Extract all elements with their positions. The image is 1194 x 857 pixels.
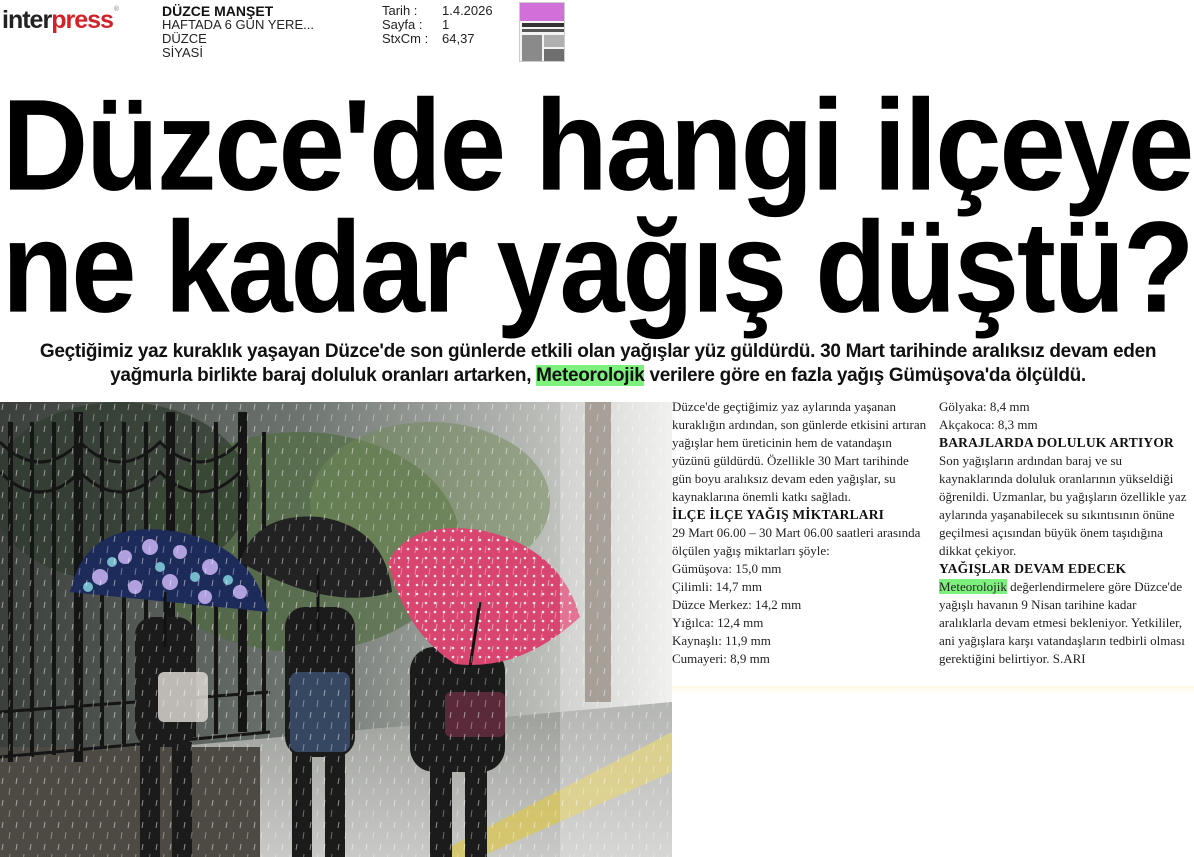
forecast-highlight: Meteorolojik	[939, 579, 1007, 594]
measurement-item: Gümüşova: 15,0 mm	[672, 561, 782, 576]
article-column-1	[672, 398, 930, 668]
column-divider	[672, 686, 1194, 694]
meta-row-page	[382, 18, 512, 32]
meta-key: Tarih :	[382, 3, 418, 18]
logo-main-text: inter	[2, 6, 52, 34]
subtitle-part-1: Geçtiğimiz yaz kuraklık yaşayan Düzce'de son günlerde etkili olan yağışlar yüz güldürdü. 30 Mart tarihinde aralıksız devam eden yağmurla birlikte baraj doluluk oranları artarken,	[39, 341, 1157, 386]
meta-row-stxcm	[382, 32, 512, 46]
forecast-paragraph	[939, 578, 1191, 668]
subhead-dams: BARAJLARDA DOLULUK ARTIYOR	[939, 435, 1175, 450]
forecast-text: değerlendirmelere göre Düzce'de yağışlı havanın 9 Nisan tarihine kadar aralıklarla devam etmesi bekleniyor. Yetkililer, ani yağışlara karşı vatandaşların tedbirli olması gerektiğini belirtiyor. S.ARI	[939, 579, 1185, 666]
page-thumbnail[interactable]	[519, 2, 565, 62]
meta-value: 1.4.2026	[442, 3, 493, 18]
rain-umbrellas-photo	[0, 402, 672, 857]
story-slug: HAFTADA 6 GÜN YERE...	[162, 17, 314, 32]
measurement-item: Gölyaka: 8,4 mm	[939, 399, 1030, 414]
headline-line-1: Düzce'de hangi ilçeye	[2, 72, 1193, 218]
measurement-item: Akçakoca: 8,3 mm	[939, 417, 1038, 432]
article-column-2	[939, 398, 1191, 668]
measurement-item: Çilimli: 14,7 mm	[672, 579, 762, 594]
meta-value: 64,37	[442, 31, 475, 46]
measurement-item: Yığılca: 12,4 mm	[672, 615, 764, 630]
meta-value: 1	[442, 17, 450, 32]
category-label: SİYASİ	[162, 45, 203, 60]
article-subtitle	[8, 340, 1188, 388]
meta-row-date	[382, 4, 512, 18]
subtitle-highlight: Meteorolojik	[536, 365, 645, 386]
dam-paragraph: Son yağışların ardından baraj ve su kaynaklarında doluluk oranlarının yükseldiği öğrenildi. Uzmanlar, bu yağışların özellikle yaz aylarında yaşanabilecek su sıkıntısının önüne geçilmesi açısından büyük önem taşıdığına dikkat çekiyor.	[939, 453, 1187, 558]
interpress-logo	[2, 6, 118, 35]
meta-key: Sayfa :	[382, 17, 423, 32]
logo-registered-mark: ®	[113, 6, 119, 13]
publication-name: DÜZCE MANŞET	[162, 3, 274, 19]
subhead-district-amounts: İLÇE İLÇE YAĞIŞ MİKTARLARI	[672, 507, 885, 522]
measurement-item: Düzce Merkez: 14,2 mm	[672, 597, 802, 612]
headline-line-2: ne kadar yağış düştü?	[2, 194, 1193, 340]
subtitle-part-2: verilere göre en fazla yağış Gümüşova'da ölçüldü.	[644, 365, 1086, 386]
meta-key: StxCm :	[382, 31, 429, 46]
measurement-item: Kaynaşlı: 11,9 mm	[672, 633, 771, 648]
subhead-forecast: YAĞIŞLAR DEVAM EDECEK	[939, 561, 1127, 576]
measurement-intro: 29 Mart 06.00 – 30 Mart 06.00 saatleri arasında ölçülen yağış miktarları şöyle:	[672, 525, 921, 558]
article-intro: Düzce'de geçtiğimiz yaz aylarında yaşanan kuraklığın ardından, son günlerde etkisini artıran yağışlar hem üreticinin hem de vatandaşın yüzünü güldürdü. Özellikle 30 Mart tarihinde gün boyu aralıksız devam eden yağışlar, su kaynaklarına önemli katkı sağladı.	[672, 399, 927, 504]
measurement-item: Cumayeri: 8,9 mm	[672, 651, 770, 666]
city-label: DÜZCE	[162, 31, 207, 46]
logo-accent-text: press	[51, 6, 113, 34]
clipping-meta	[382, 4, 512, 46]
clipping-info	[162, 4, 372, 60]
